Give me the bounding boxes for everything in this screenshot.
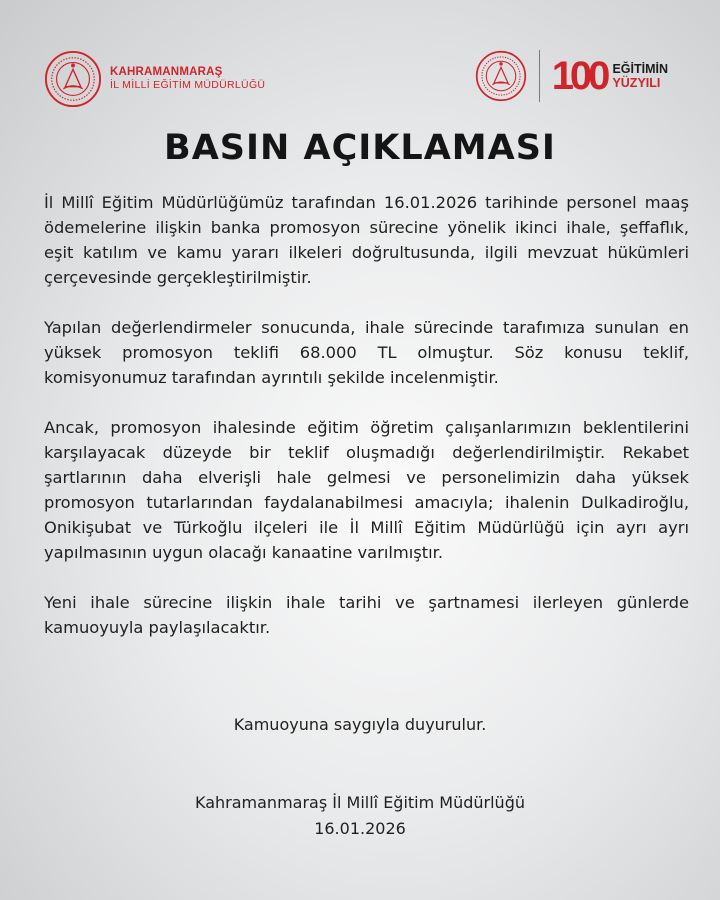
century-text	[612, 62, 668, 90]
document-title: BASIN AÇIKLAMASI	[164, 128, 556, 168]
signature-organization: Kahramanmaraş İl Millî Eğitim Müdürlüğü	[195, 793, 525, 812]
document-body	[44, 190, 689, 665]
century-of-education-logo	[552, 56, 668, 96]
century-number: 100	[551, 54, 607, 98]
body-paragraph-4: Yeni ihale sürecine ilişkin ihale tarihi ve şartnamesi ilerleyen günlerde kamuoyuyla paylaşılacaktır.	[44, 593, 689, 637]
century-text-line2: YÜZYILI	[612, 76, 661, 90]
org-name-line1: KAHRAMANMARAŞ	[110, 66, 223, 78]
org-name-line2: İL MİLLİ EĞİTİM MÜDÜRLÜĞÜ	[110, 79, 266, 91]
century-text-line1: EĞİTİMİN	[612, 62, 668, 76]
signature-date: 16.01.2026	[314, 819, 406, 838]
body-paragraph-2: Yapılan değerlendirmeler sonucunda, ihale sürecinde tarafımıza sunulan en yüksek promosyon teklifi 68.000 TL olmuştur. Söz konusu teklif, komisyonumuz tarafından ayrıntılı şekilde incelenmiştir.	[44, 318, 689, 387]
century-logo-block	[475, 50, 668, 102]
ministry-seal-icon	[475, 50, 527, 102]
ministry-logo-block	[44, 50, 265, 108]
organization-name	[110, 66, 265, 92]
body-paragraph-1: İl Millî Eğitim Müdürlüğümüz tarafından 16.01.2026 tarihinde personel maaş ödemelerine ilişkin banka promosyon sürecine yönelik ikinci ihale, şeffaflık, eşit katılım ve kamu yararı ilkeleri doğrultusunda, ilgili mevzuat hükümleri çerçevesinde gerçekleştirilmiştir.	[44, 193, 689, 287]
logo-divider	[539, 50, 540, 102]
ministry-seal-icon	[44, 50, 102, 108]
body-paragraph-3: Ancak, promosyon ihalesinde eğitim öğretim çalışanlarımızın beklentilerini karşılayacak düzeyde bir teklif oluşmadığı değerlendirilmiştir. Rekabet şartlarının daha elverişli hale gelmesi ve personelimizin daha yüksek promosyon tutarlarından faydalanabilmesi amacıyla; ihalenin Dulkadiroğlu, Onikişubat ve Türkoğlu ilçeleri ile İl Millî Eğitim Müdürlüğü için ayrı ayrı yapılmasının uygun olacağı kanaatine varılmıştır.	[44, 418, 689, 562]
closing-statement: Kamuoyuna saygıyla duyurulur.	[233, 715, 487, 734]
